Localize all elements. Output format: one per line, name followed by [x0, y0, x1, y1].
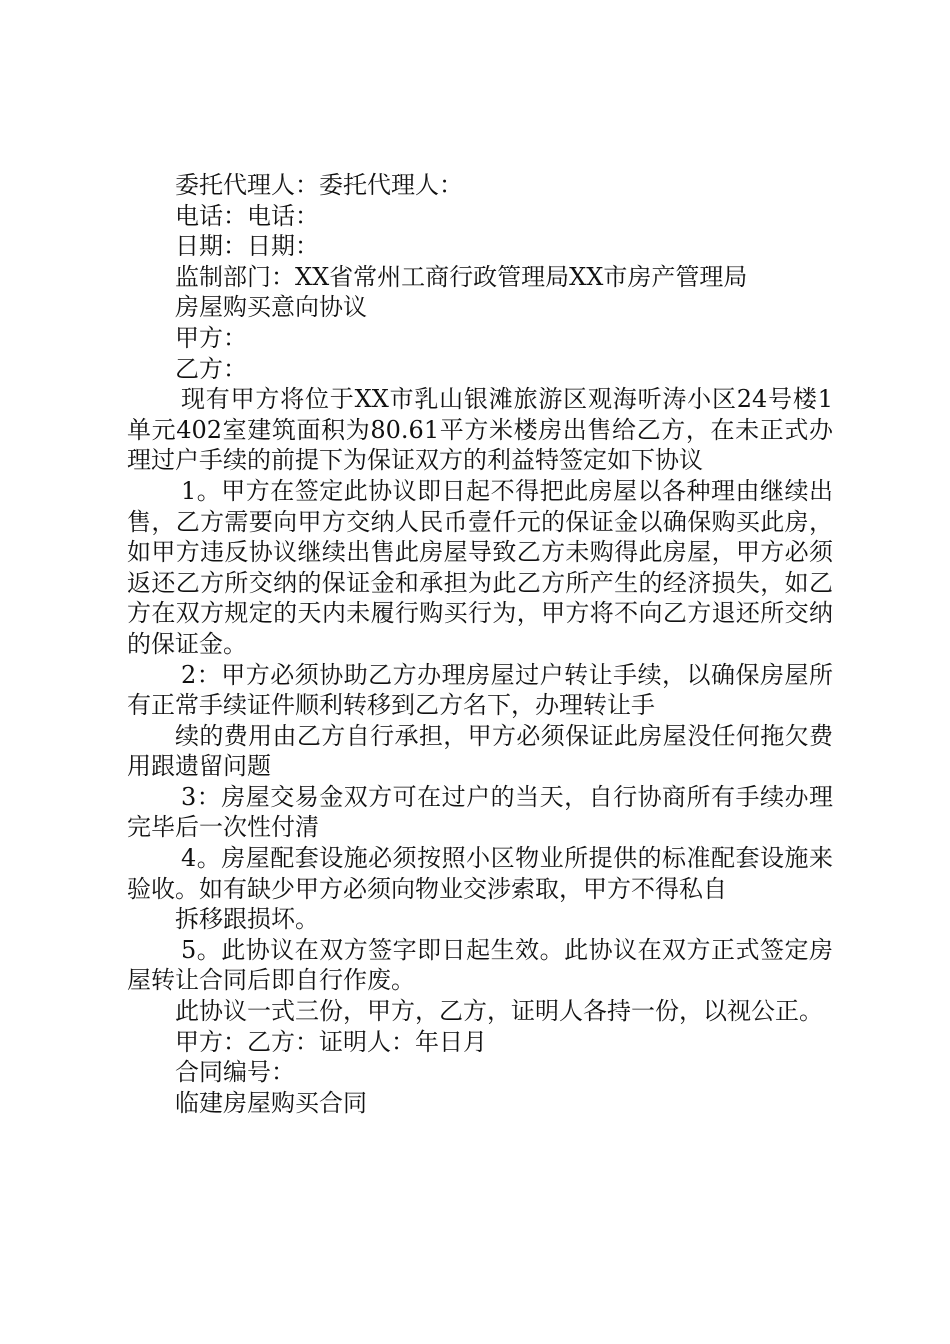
document-body	[127, 170, 833, 1118]
clause-5: 5。此协议在双方签字即日起生效。此协议在双方正式签定房屋转让合同后即自行作废。	[127, 935, 833, 995]
clause-4: 4。房屋配套设施必须按照小区物业所提供的标准配套设施来验收。如有缺少甲方必须向物业交涉索取，甲方不得私自	[127, 844, 833, 903]
copies-paragraph: 此协议一式三份，甲方，乙方，证明人各持一份，以视公正。	[175, 997, 823, 1026]
agent-line: 委托代理人：委托代理人：	[175, 171, 463, 199]
clause-4-continued: 拆移跟损坏。	[175, 905, 319, 934]
intro-paragraph: 现有甲方将位于XX市乳山银滩旅游区观海听涛小区24号楼1单元402室建筑面积为80.61平方米楼房出售给乙方，在未正式办理过户手续的前提下为保证双方的利益特签定如下协议	[127, 385, 833, 475]
supervisor-line: 监制部门：XX省常州工商行政管理局XX市房产管理局	[175, 262, 748, 291]
party-a-line: 甲方：	[175, 323, 247, 352]
contract-number-line: 合同编号：	[175, 1058, 295, 1087]
clause-2-continued: 续的费用由乙方自行承担，甲方必须保证此房屋没任何拖欠费用跟遗留问题	[127, 721, 833, 781]
signature-line: 甲方：乙方：证明人：年日月	[175, 1027, 487, 1056]
agreement-title: 房屋购买意向协议	[175, 293, 367, 322]
party-b-line: 乙方：	[175, 354, 247, 383]
clause-3: 3：房屋交易金双方可在过户的当天，自行协商所有手续办理完毕后一次性付清	[127, 782, 833, 842]
date-line: 日期：日期：	[175, 232, 319, 261]
next-contract-title: 临建房屋购买合同	[175, 1088, 367, 1117]
phone-line: 电话：电话：	[175, 201, 319, 230]
clause-1: 1。甲方在签定此协议即日起不得把此房屋以各种理由继续出售，乙方需要向甲方交纳人民币壹仟元的保证金以确保购买此房，如甲方违反协议继续出售此房屋导致乙方未购得此房屋，甲方必须返还乙方所交纳的保证金和承担为此乙方所产生的经济损失，如乙方在双方规定的天内未履行购买行为，甲方将不向乙方退还所交纳的保证金。	[127, 476, 833, 658]
clause-2: 2：甲方必须协助乙方办理房屋过户转让手续，以确保房屋所有正常手续证件顺利转移到乙方名下，办理转让手	[127, 660, 833, 720]
